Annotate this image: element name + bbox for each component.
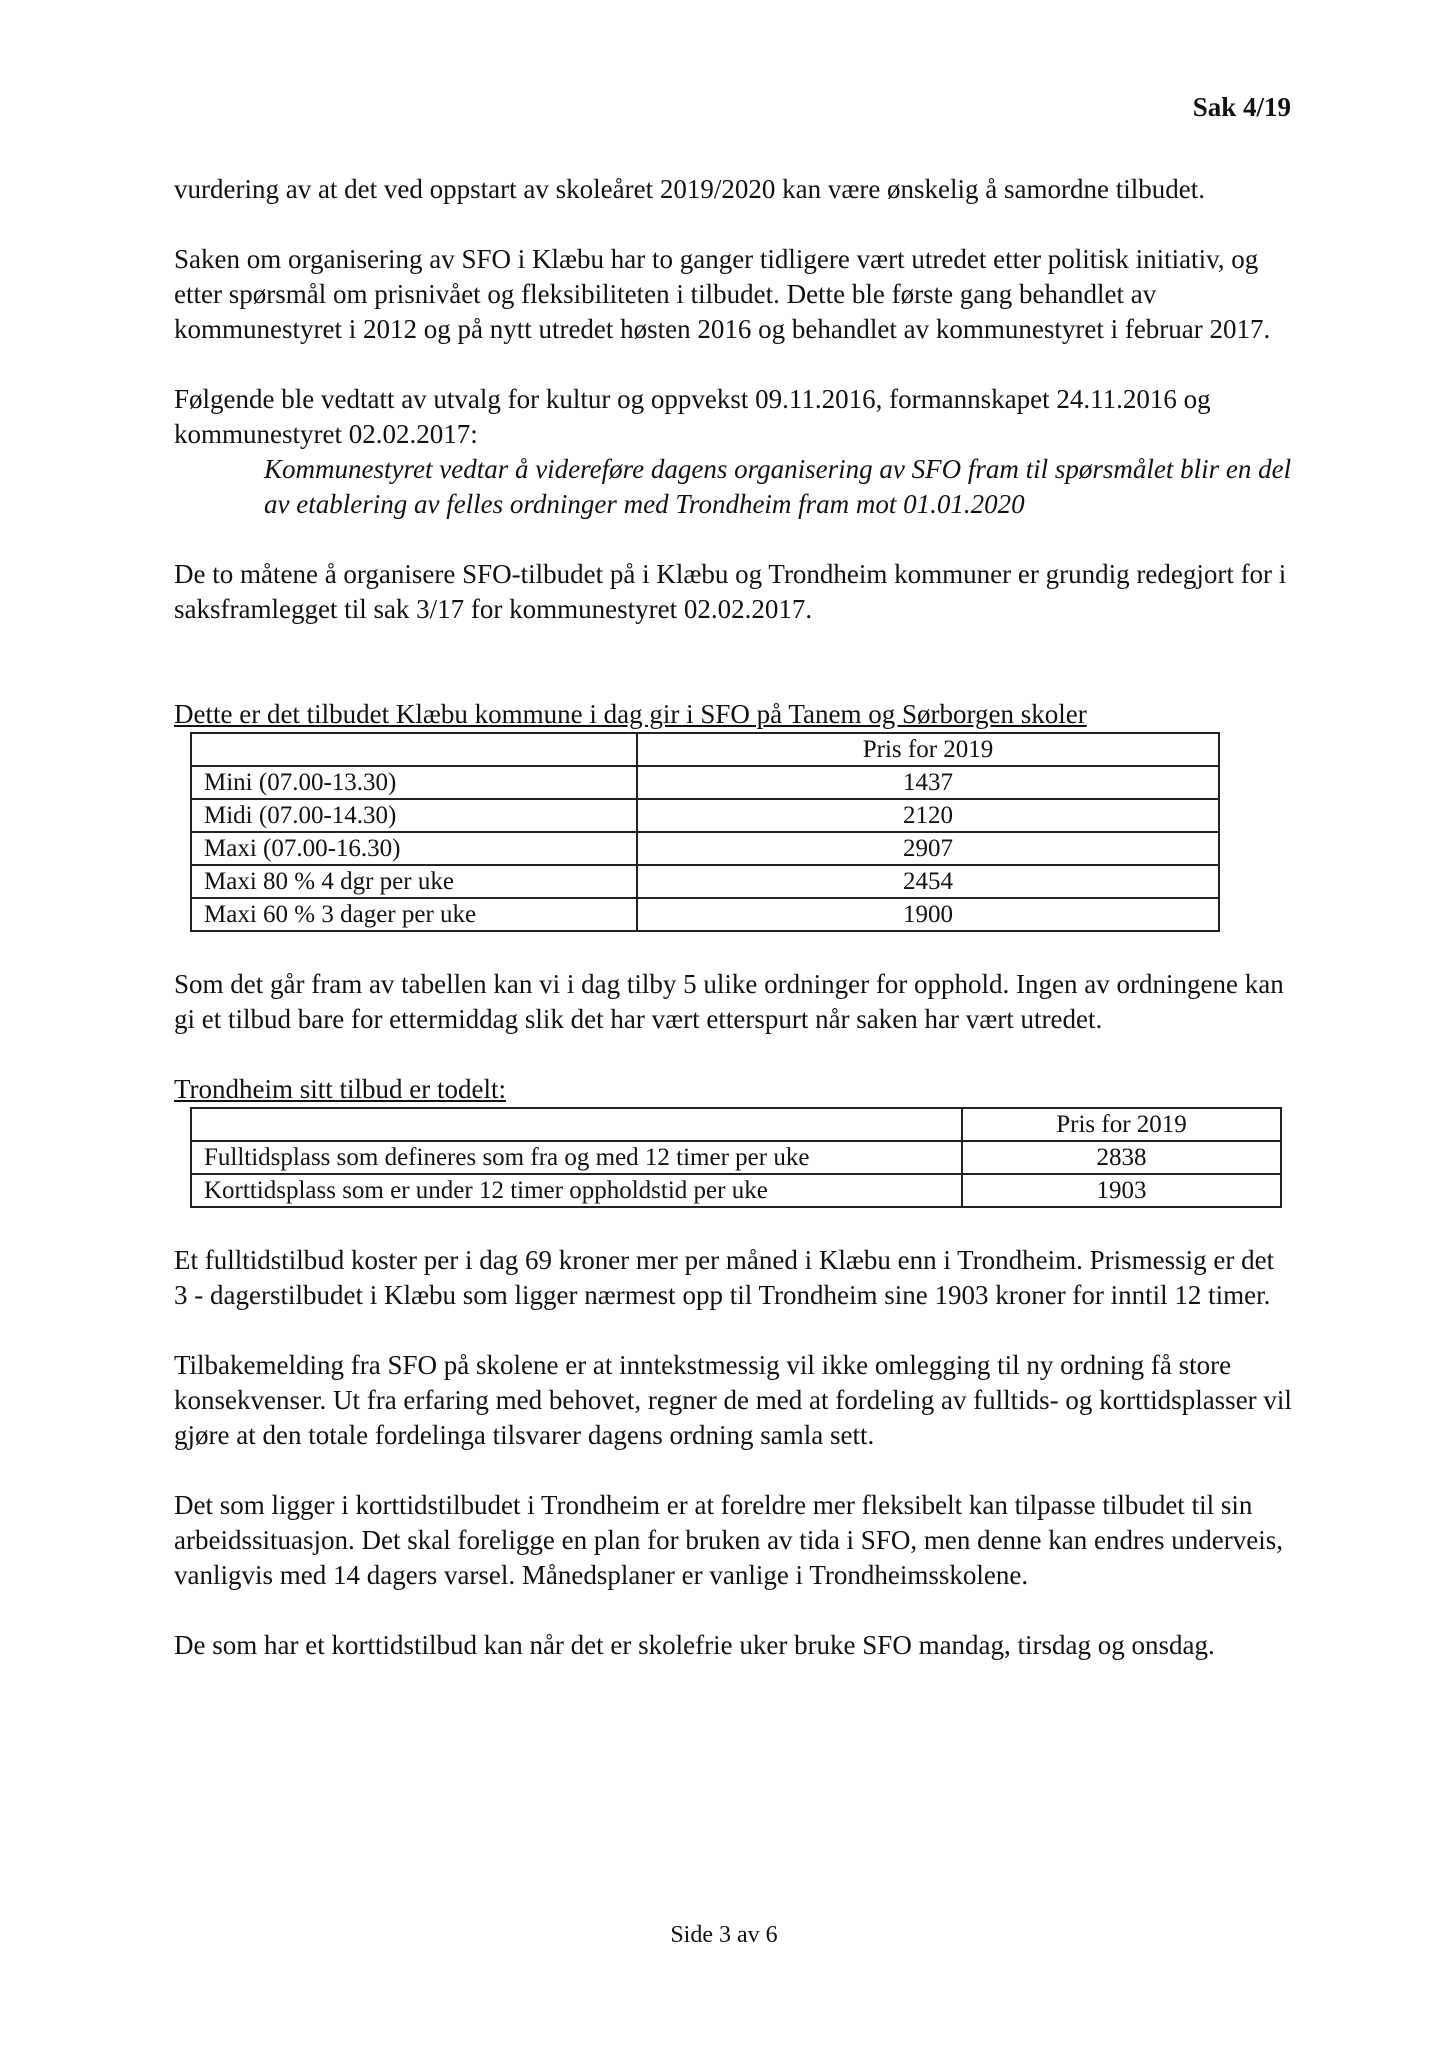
paragraph-7: Tilbakemelding fra SFO på skolene er at inntekstmessig vil ikke omlegging til ny ordning få store konsekvenser. Ut fra erfaring med behovet, regner de med at fordeling av fulltids- og korttidsplasser vil gjøre at den totale fordelinga tilsvarer dagens ordning samla sett. bbox=[174, 1350, 1292, 1450]
paragraph-8: Det som ligger i korttidstilbudet i Trondheim er at foreldre mer fleksibelt kan tilpasse tilbudet til sin arbeidssituasjon. Det skal foreligge en plan for bruken av tida i SFO, men denne kan endres underveis, vanligvis med 14 dagers varsel. Månedsplaner er vanlige i Trondheimsskolene. bbox=[174, 1490, 1283, 1590]
paragraph-5: Som det går fram av tabellen kan vi i dag tilby 5 ulike ordninger for opphold. Ingen av ordningene kan gi et tilbud bare for ettermiddag slik det har vært etterspurt når saken har vært utredet. bbox=[174, 969, 1284, 1034]
table-cell-price: 2120 bbox=[637, 799, 1219, 832]
table-cell-label: Fulltidsplass som defineres som fra og med 12 timer per uke bbox=[191, 1141, 962, 1174]
table-cell-label: Maxi (07.00-16.30) bbox=[191, 832, 637, 865]
page-number: Side 3 av 6 bbox=[670, 1922, 778, 1948]
trondheim-price-table bbox=[190, 1107, 1282, 1208]
table-header-cell: Pris for 2019 bbox=[637, 733, 1219, 766]
table-header-row bbox=[191, 733, 1219, 766]
table1-title: Dette er det tilbudet Klæbu kommune i dag gir i SFO på Tanem og Sørborgen skoler bbox=[174, 699, 1087, 729]
table-cell-label: Maxi 60 % 3 dager per uke bbox=[191, 898, 637, 931]
table-header-cell: Pris for 2019 bbox=[962, 1108, 1281, 1141]
paragraph-9: De som har et korttidstilbud kan når det er skolefrie uker bruke SFO mandag, tirsdag og onsdag. bbox=[174, 1630, 1215, 1660]
table-cell-price: 1900 bbox=[637, 898, 1219, 931]
table-cell-price: 1437 bbox=[637, 766, 1219, 799]
table-cell-price: 2838 bbox=[962, 1141, 1281, 1174]
table-header-row bbox=[191, 1108, 1281, 1141]
table-row bbox=[191, 799, 1219, 832]
paragraph-2: Saken om organisering av SFO i Klæbu har to ganger tidligere vært utredet etter politisk initiativ, og etter spørsmål om prisnivået og fleksibiliteten i tilbudet. Dette ble første gang behandlet av kommunestyret i 2012 og på nytt utredet høsten 2016 og behandlet av kommunestyret i februar 2017. bbox=[174, 244, 1271, 344]
paragraph-3: Følgende ble vedtatt av utvalg for kultur og oppvekst 09.11.2016, formannskapet 24.11.2016 og kommunestyret 02.02.2017: bbox=[174, 384, 1211, 449]
case-reference: Sak 4/19 bbox=[1192, 92, 1291, 122]
table-header-cell bbox=[191, 1108, 962, 1141]
paragraph-1: vurdering av at det ved oppstart av skoleåret 2019/2020 kan være ønskelig å samordne tilbudet. bbox=[174, 174, 1205, 204]
table-row bbox=[191, 1141, 1281, 1174]
table-header-cell bbox=[191, 733, 637, 766]
table-cell-price: 1903 bbox=[962, 1174, 1281, 1207]
paragraph-4: De to måtene å organisere SFO-tilbudet på i Klæbu og Trondheim kommuner er grundig redegjort for i saksframlegget til sak 3/17 for kommunestyret 02.02.2017. bbox=[174, 559, 1287, 624]
table-row bbox=[191, 865, 1219, 898]
table-row bbox=[191, 1174, 1281, 1207]
table-cell-label: Midi (07.00-14.30) bbox=[191, 799, 637, 832]
table-cell-price: 2454 bbox=[637, 865, 1219, 898]
paragraph-6: Et fulltidstilbud koster per i dag 69 kroner mer per måned i Klæbu enn i Trondheim. Prismessig er det 3 - dagerstilbudet i Klæbu som ligger nærmest opp til Trondheim sine 1903 kroner for inntil 12 timer. bbox=[174, 1245, 1275, 1310]
table-cell-label: Mini (07.00-13.30) bbox=[191, 766, 637, 799]
table-cell-label: Korttidsplass som er under 12 timer oppholdstid per uke bbox=[191, 1174, 962, 1207]
resolution-quote: Kommunestyret vedtar å videreføre dagens organisering av SFO fram til spørsmålet blir en del av etablering av felles ordninger med Trondheim fram mot 01.01.2020 bbox=[264, 454, 1292, 519]
table-cell-price: 2907 bbox=[637, 832, 1219, 865]
document-body bbox=[174, 172, 1294, 1663]
klaebu-price-table bbox=[190, 732, 1220, 932]
table-row bbox=[191, 898, 1219, 931]
table-row bbox=[191, 766, 1219, 799]
table2-title: Trondheim sitt tilbud er todelt: bbox=[174, 1074, 507, 1104]
table-cell-label: Maxi 80 % 4 dgr per uke bbox=[191, 865, 637, 898]
table-row bbox=[191, 832, 1219, 865]
